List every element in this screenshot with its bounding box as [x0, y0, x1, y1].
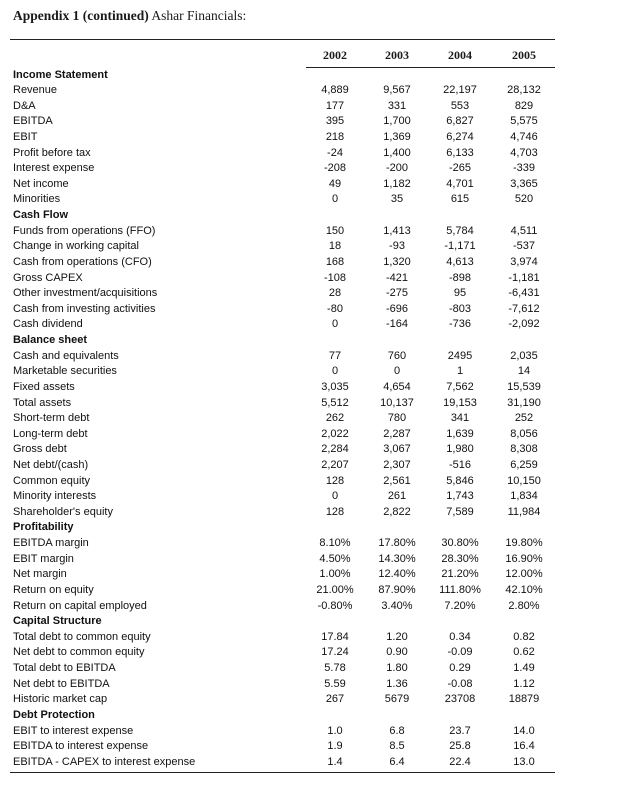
table-row — [0, 645, 617, 661]
row-label: Return on capital employed — [13, 599, 147, 612]
cell-2004: 22,197 — [443, 84, 477, 97]
cell-2004: 28.30% — [441, 552, 479, 565]
cell-2002: 0 — [331, 318, 339, 331]
cell-2003: -164 — [385, 318, 409, 331]
cell-2002: 2,207 — [321, 459, 349, 471]
cell-2002: 2,284 — [321, 443, 349, 456]
cell-2004: 25.8 — [449, 740, 471, 753]
cell-2004: 23.7 — [449, 724, 471, 737]
row-label: Other investment/acquisitions — [13, 287, 158, 300]
cell-2005: 3,974 — [510, 255, 538, 268]
cell-2002: 128 — [325, 474, 345, 487]
row-label: EBIT to interest expense — [13, 724, 134, 737]
section-row — [0, 333, 617, 349]
row-label: Cash and equivalents — [13, 349, 119, 362]
cell-2005: 3,365 — [510, 177, 538, 190]
cell-2002: -208 — [323, 162, 347, 175]
row-label: EBIT margin — [13, 552, 74, 565]
row-label: Net debt to EBITDA — [13, 677, 110, 690]
cell-2003: 2,822 — [383, 505, 411, 518]
section-row — [0, 614, 617, 630]
table-row — [0, 458, 617, 474]
row-label: Return on equity — [13, 583, 94, 596]
table-bottom-rule — [10, 772, 555, 773]
table-row — [0, 271, 617, 287]
cell-2004: 7,589 — [446, 505, 474, 518]
cell-2004: 6,274 — [446, 130, 474, 143]
section-row — [0, 68, 617, 84]
row-label: Net margin — [13, 568, 67, 581]
table-row — [0, 552, 617, 568]
cell-2004: -0.09 — [447, 646, 473, 659]
table-row — [0, 599, 617, 615]
cell-2005: -6,431 — [508, 287, 540, 300]
cell-2005: 16.4 — [513, 740, 535, 753]
cell-2004: 4,701 — [446, 177, 474, 190]
row-label: Revenue — [13, 84, 58, 97]
row-label: Gross debt — [13, 443, 67, 456]
row-label: Net debt/(cash) — [13, 459, 89, 471]
cell-2004: 23708 — [444, 693, 476, 706]
table-row — [0, 349, 617, 365]
cell-2002: 262 — [325, 412, 345, 425]
cell-2005: 4,511 — [510, 224, 538, 237]
table-row — [0, 692, 617, 708]
cell-2003: 3.40% — [381, 599, 413, 612]
row-label: Total debt to EBITDA — [13, 662, 116, 675]
cell-2005: 6,259 — [510, 459, 538, 471]
cell-2003: 0.90 — [386, 646, 408, 659]
table-row — [0, 505, 617, 521]
cell-2002: 168 — [325, 255, 345, 268]
year-header-0: 2002 — [323, 48, 347, 62]
table-row — [0, 755, 617, 771]
table-row — [0, 239, 617, 255]
cell-2002: 1.4 — [327, 755, 343, 768]
cell-2002: -0.80% — [317, 599, 353, 612]
year-header-3: 2005 — [512, 48, 536, 62]
appendix-title: Appendix 1 (continued) — [13, 8, 149, 23]
row-label: Net debt to common equity — [13, 646, 145, 659]
cell-2004: 615 — [450, 193, 470, 206]
year-header-1: 2003 — [385, 48, 409, 62]
table-row — [0, 99, 617, 115]
section-row — [0, 208, 617, 224]
row-label: Historic market cap — [13, 693, 108, 706]
cell-2002: 21.00% — [316, 583, 354, 596]
cell-2002: 0 — [331, 365, 339, 378]
cell-2002: 1.9 — [327, 740, 343, 753]
row-label: Total debt to common equity — [13, 630, 151, 643]
cell-2003: -200 — [385, 162, 409, 175]
cell-2002: 177 — [325, 99, 345, 112]
row-label: Profit before tax — [13, 146, 91, 159]
cell-2003: 1,369 — [383, 130, 411, 143]
cell-2004: 553 — [450, 99, 470, 112]
cell-2004: 5,784 — [446, 224, 474, 237]
cell-2005: 2,035 — [510, 349, 538, 362]
cell-2002: -80 — [327, 302, 343, 315]
table-row — [0, 114, 617, 130]
cell-2005: 10,150 — [507, 474, 541, 487]
cell-2003: 6.4 — [389, 755, 405, 768]
cell-2002: -24 — [327, 146, 343, 159]
row-label: Short-term debt — [13, 412, 90, 425]
cell-2004: 7.20% — [444, 599, 476, 612]
cell-2005: -339 — [512, 162, 536, 175]
table-row — [0, 224, 617, 240]
cell-2005: -7,612 — [508, 302, 540, 315]
table-row — [0, 317, 617, 333]
cell-2004: 30.80% — [441, 537, 479, 550]
table-row — [0, 255, 617, 271]
cell-2003: 2,287 — [383, 427, 411, 440]
cell-2004: -898 — [448, 271, 472, 284]
cell-2004: -0.08 — [447, 677, 473, 690]
cell-2004: 6,133 — [446, 146, 474, 159]
cell-2003: 3,067 — [383, 443, 411, 456]
cell-2003: 87.90% — [378, 583, 416, 596]
table-row — [0, 177, 617, 193]
cell-2002: 77 — [328, 349, 342, 362]
section-label: Capital Structure — [13, 615, 102, 628]
table-row — [0, 411, 617, 427]
cell-2002: 5,512 — [321, 396, 349, 409]
table-top-rule — [10, 39, 555, 40]
cell-2005: 16.90% — [505, 552, 543, 565]
year-header-2: 2004 — [448, 48, 472, 62]
cell-2003: 0 — [393, 365, 401, 378]
cell-2005: 252 — [514, 412, 534, 425]
cell-2003: 1.80 — [386, 662, 408, 675]
row-label: EBITDA - CAPEX to interest expense — [13, 755, 196, 768]
cell-2005: 31,190 — [507, 396, 541, 409]
cell-2003: -696 — [385, 302, 409, 315]
cell-2005: 4,746 — [510, 130, 538, 143]
cell-2002: 1.00% — [319, 568, 351, 581]
section-row — [0, 520, 617, 536]
row-label: Minorities — [13, 193, 61, 206]
row-label: Cash dividend — [13, 318, 83, 331]
row-label: Interest expense — [13, 162, 95, 175]
table-row — [0, 83, 617, 99]
cell-2005: 1.49 — [513, 662, 535, 675]
row-label: EBITDA margin — [13, 537, 89, 550]
table-row — [0, 677, 617, 693]
cell-2005: 11,984 — [507, 505, 541, 518]
cell-2005: 0.62 — [513, 646, 535, 659]
cell-2002: 128 — [325, 505, 345, 518]
cell-2005: -537 — [512, 240, 536, 253]
cell-2004: 6,827 — [446, 115, 474, 128]
cell-2004: 1,743 — [446, 490, 474, 503]
cell-2005: 15,539 — [507, 380, 541, 393]
row-label: D&A — [13, 99, 36, 112]
cell-2005: 14.0 — [513, 724, 535, 737]
cell-2003: 1.20 — [386, 630, 408, 643]
cell-2004: 1,980 — [446, 443, 474, 456]
cell-2002: 2,022 — [321, 427, 349, 440]
row-label: Change in working capital — [13, 240, 139, 253]
cell-2004: 5,846 — [446, 474, 474, 487]
table-row — [0, 583, 617, 599]
cell-2004: 4,613 — [446, 255, 474, 268]
cell-2003: -421 — [385, 271, 409, 284]
table-row — [0, 427, 617, 443]
cell-2003: 1.36 — [386, 677, 408, 690]
cell-2005: 42.10% — [505, 583, 543, 596]
company-title: Ashar Financials: — [151, 8, 247, 23]
cell-2003: 9,567 — [383, 84, 411, 97]
cell-2005: 4,703 — [510, 146, 538, 159]
cell-2005: 5,575 — [510, 115, 538, 128]
cell-2003: 1,700 — [383, 115, 411, 128]
cell-2002: 17.24 — [321, 646, 349, 659]
page-heading — [13, 8, 246, 26]
cell-2004: 95 — [453, 287, 467, 300]
cell-2004: -1,171 — [444, 240, 476, 253]
cell-2004: 341 — [450, 412, 470, 425]
table-row — [0, 146, 617, 162]
cell-2002: 28 — [328, 287, 342, 300]
cell-2003: 8.5 — [389, 740, 405, 753]
table-row — [0, 724, 617, 740]
cell-2005: -2,092 — [508, 318, 540, 331]
table-row — [0, 192, 617, 208]
cell-2003: 14.30% — [378, 552, 416, 565]
cell-2004: 2495 — [447, 349, 473, 362]
row-label: Fixed assets — [13, 380, 75, 393]
cell-2002: 4.50% — [319, 552, 351, 565]
cell-2005: 19.80% — [505, 537, 543, 550]
table-row — [0, 396, 617, 412]
cell-2003: 1,400 — [383, 146, 411, 159]
cell-2004: 0.34 — [449, 630, 471, 643]
table-row — [0, 380, 617, 396]
cell-2005: 2.80% — [508, 599, 540, 612]
table-row — [0, 130, 617, 146]
cell-2003: 4,654 — [383, 380, 411, 393]
cell-2004: 22.4 — [449, 755, 471, 768]
row-label: Long-term debt — [13, 427, 88, 440]
cell-2002: 5.59 — [324, 677, 346, 690]
cell-2003: 17.80% — [378, 537, 416, 550]
cell-2004: 1,639 — [446, 427, 474, 440]
row-label: EBIT — [13, 130, 38, 143]
cell-2004: 21.20% — [441, 568, 479, 581]
cell-2005: 12.00% — [505, 568, 543, 581]
cell-2003: 5679 — [384, 693, 410, 706]
row-label: Cash from operations (CFO) — [13, 255, 152, 268]
table-row — [0, 661, 617, 677]
section-label: Cash Flow — [13, 209, 69, 222]
cell-2005: 520 — [514, 193, 534, 206]
cell-2003: 6.8 — [389, 724, 405, 737]
cell-2005: 1,834 — [510, 490, 538, 503]
cell-2005: 28,132 — [507, 84, 541, 97]
table-row — [0, 364, 617, 380]
cell-2002: 0 — [331, 490, 339, 503]
row-label: Net income — [13, 177, 69, 190]
row-label: Funds from operations (FFO) — [13, 224, 156, 237]
table-row — [0, 161, 617, 177]
cell-2005: 8,308 — [510, 443, 538, 456]
cell-2003: 780 — [387, 412, 407, 425]
cell-2003: 1,320 — [383, 255, 411, 268]
row-label: Cash from investing activities — [13, 302, 156, 315]
cell-2004: 19,153 — [443, 396, 477, 409]
section-label: Balance sheet — [13, 334, 87, 347]
cell-2005: 13.0 — [513, 755, 535, 768]
cell-2003: 12.40% — [378, 568, 416, 581]
row-label: Gross CAPEX — [13, 271, 83, 284]
cell-2003: 331 — [387, 99, 407, 112]
cell-2002: 0 — [331, 193, 339, 206]
table-row — [0, 567, 617, 583]
cell-2003: 261 — [387, 490, 407, 503]
cell-2002: 18 — [328, 240, 342, 253]
section-label: Profitability — [13, 521, 74, 534]
cell-2004: 111.80% — [439, 583, 481, 596]
cell-2002: 267 — [325, 693, 345, 706]
section-label: Income Statement — [13, 68, 108, 81]
cell-2004: -265 — [448, 162, 472, 175]
cell-2004: -516 — [448, 459, 472, 471]
table-row — [0, 442, 617, 458]
cell-2002: -108 — [323, 271, 347, 284]
cell-2005: 8,056 — [510, 427, 538, 440]
row-label: Shareholder's equity — [13, 505, 113, 518]
cell-2003: -275 — [385, 287, 409, 300]
table-row — [0, 536, 617, 552]
cell-2002: 150 — [325, 224, 345, 237]
row-label: Marketable securities — [13, 365, 117, 378]
cell-2002: 218 — [325, 130, 345, 143]
cell-2004: 1 — [456, 365, 464, 378]
cell-2004: -803 — [448, 302, 472, 315]
cell-2003: -93 — [389, 240, 405, 253]
table-row — [0, 739, 617, 755]
cell-2004: -736 — [448, 318, 472, 331]
cell-2002: 5.78 — [324, 662, 346, 675]
cell-2002: 4,889 — [321, 84, 349, 97]
cell-2002: 17.84 — [321, 630, 349, 643]
table-row — [0, 286, 617, 302]
table-row — [0, 302, 617, 318]
cell-2002: 8.10% — [319, 537, 351, 550]
row-label: Minority interests — [13, 490, 97, 503]
cell-2003: 35 — [390, 193, 404, 206]
cell-2003: 2,307 — [383, 459, 411, 471]
cell-2003: 1,413 — [383, 224, 411, 237]
cell-2002: 1.0 — [327, 724, 343, 737]
cell-2005: 14 — [517, 365, 531, 378]
cell-2003: 760 — [387, 349, 407, 362]
section-row — [0, 708, 617, 724]
cell-2005: 1.12 — [513, 677, 535, 690]
row-label: EBITDA to interest expense — [13, 740, 149, 753]
table-row — [0, 630, 617, 646]
cell-2003: 10,137 — [380, 396, 414, 409]
cell-2002: 3,035 — [321, 380, 349, 393]
cell-2002: 395 — [325, 115, 345, 128]
cell-2004: 7,562 — [446, 380, 474, 393]
cell-2003: 2,561 — [383, 474, 411, 487]
cell-2005: 18879 — [508, 693, 540, 706]
cell-2004: 0.29 — [449, 662, 471, 675]
row-label: Total assets — [13, 396, 72, 409]
section-label: Debt Protection — [13, 708, 95, 721]
cell-2005: -1,181 — [508, 271, 540, 284]
table-row — [0, 474, 617, 490]
table-row — [0, 489, 617, 505]
cell-2002: 49 — [328, 177, 342, 190]
row-label: Common equity — [13, 474, 91, 487]
row-label: EBITDA — [13, 115, 53, 128]
cell-2005: 0.82 — [513, 630, 535, 643]
cell-2005: 829 — [514, 99, 534, 112]
cell-2003: 1,182 — [383, 177, 411, 190]
